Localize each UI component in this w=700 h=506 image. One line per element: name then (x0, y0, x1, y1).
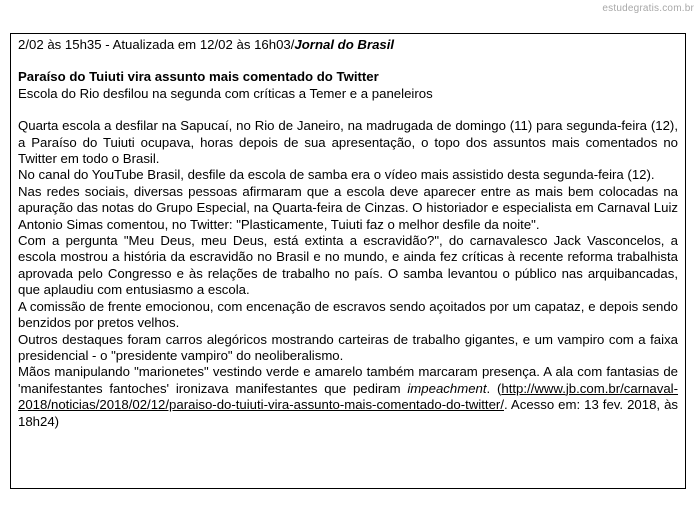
article-paragraph: Com a pergunta "Meu Deus, meu Deus, está extinta a escravidão?", do carnavalesco Jack Vasconcelos, a escola mostrou a história da escravidão no Brasil e no mundo, e ainda fez críticas à recente reforma trabalhista aprovada pelo Congresso e às relações de trabalho no país. O samba levantou o público nas arquibancadas, que aplaudiu com entusiasmo a escola. (18, 233, 678, 298)
article-paragraph: Outros destaques foram carros alegóricos mostrando carteiras de trabalho gigantes, e um vampiro com a faixa presidencial - o "presidente vampiro" do neoliberalismo. (18, 331, 678, 363)
article-source: Jornal do Brasil (294, 37, 395, 52)
reference-open: ( (496, 380, 502, 396)
reference-link[interactable]: http://www.jb.com.br/carnaval-2018/noticias/2018/02/12/paraiso-do-tuiuti-vira-assunto-mais-comentado-do-twitter/ (18, 380, 679, 413)
article-subheadline: Escola do Rio desfilou na segunda com críticas a Temer e a paneleiros (18, 85, 433, 101)
dateline-text: 2/02 às 15h35 - Atualizada em 12/02 às 16h03/ (18, 37, 295, 52)
article-paragraph: Quarta escola a desfilar na Sapucaí, no Rio de Janeiro, na madrugada de domingo (11) para segunda-feira (12), a Paraíso do Tuiuti ocupava, horas depois de sua apresentação, o topo dos assuntos mais comentados no Twitter em todo o Brasil. (18, 118, 678, 167)
reference-accessed: . Acesso em: 13 fev. 2018, às 18h24) (18, 397, 678, 429)
last-paragraph-end: . (486, 380, 491, 396)
impeachment-term: impeachment (407, 380, 487, 396)
article-box (10, 33, 686, 489)
article-paragraph: No canal do YouTube Brasil, desfile da escola de samba era o vídeo mais assistido desta segunda-feira (12). (18, 167, 655, 183)
article-paragraph: Nas redes sociais, diversas pessoas afirmaram que a escola deve aparecer entre as mais bem colocadas na apuração das notas do Grupo Especial, na Quarta-feira de Cinzas. O historiador e especialista em Carnaval Luiz Antonio Simas comentou, no Twitter: "Plasticamente, Tuiuti faz o melhor desfile da noite". (18, 183, 678, 232)
article-dateline (18, 37, 678, 53)
last-paragraph-text: Mãos manipulando "marionetes" vestindo verde e amarelo também marcaram presença. A ala com fantasias de 'manifestantes fantoches' ironizava manifestantes que pediram (18, 364, 678, 396)
article-headline: Paraíso do Tuiuti vira assunto mais comentado do Twitter (18, 69, 379, 85)
article-paragraph-last (18, 364, 678, 430)
site-watermark: estudegratis.com.br (602, 3, 694, 14)
article-paragraph: A comissão de frente emocionou, com encenação de escravos sendo açoitados por um capataz, e depois sendo benzidos por pretos velhos. (18, 298, 678, 331)
